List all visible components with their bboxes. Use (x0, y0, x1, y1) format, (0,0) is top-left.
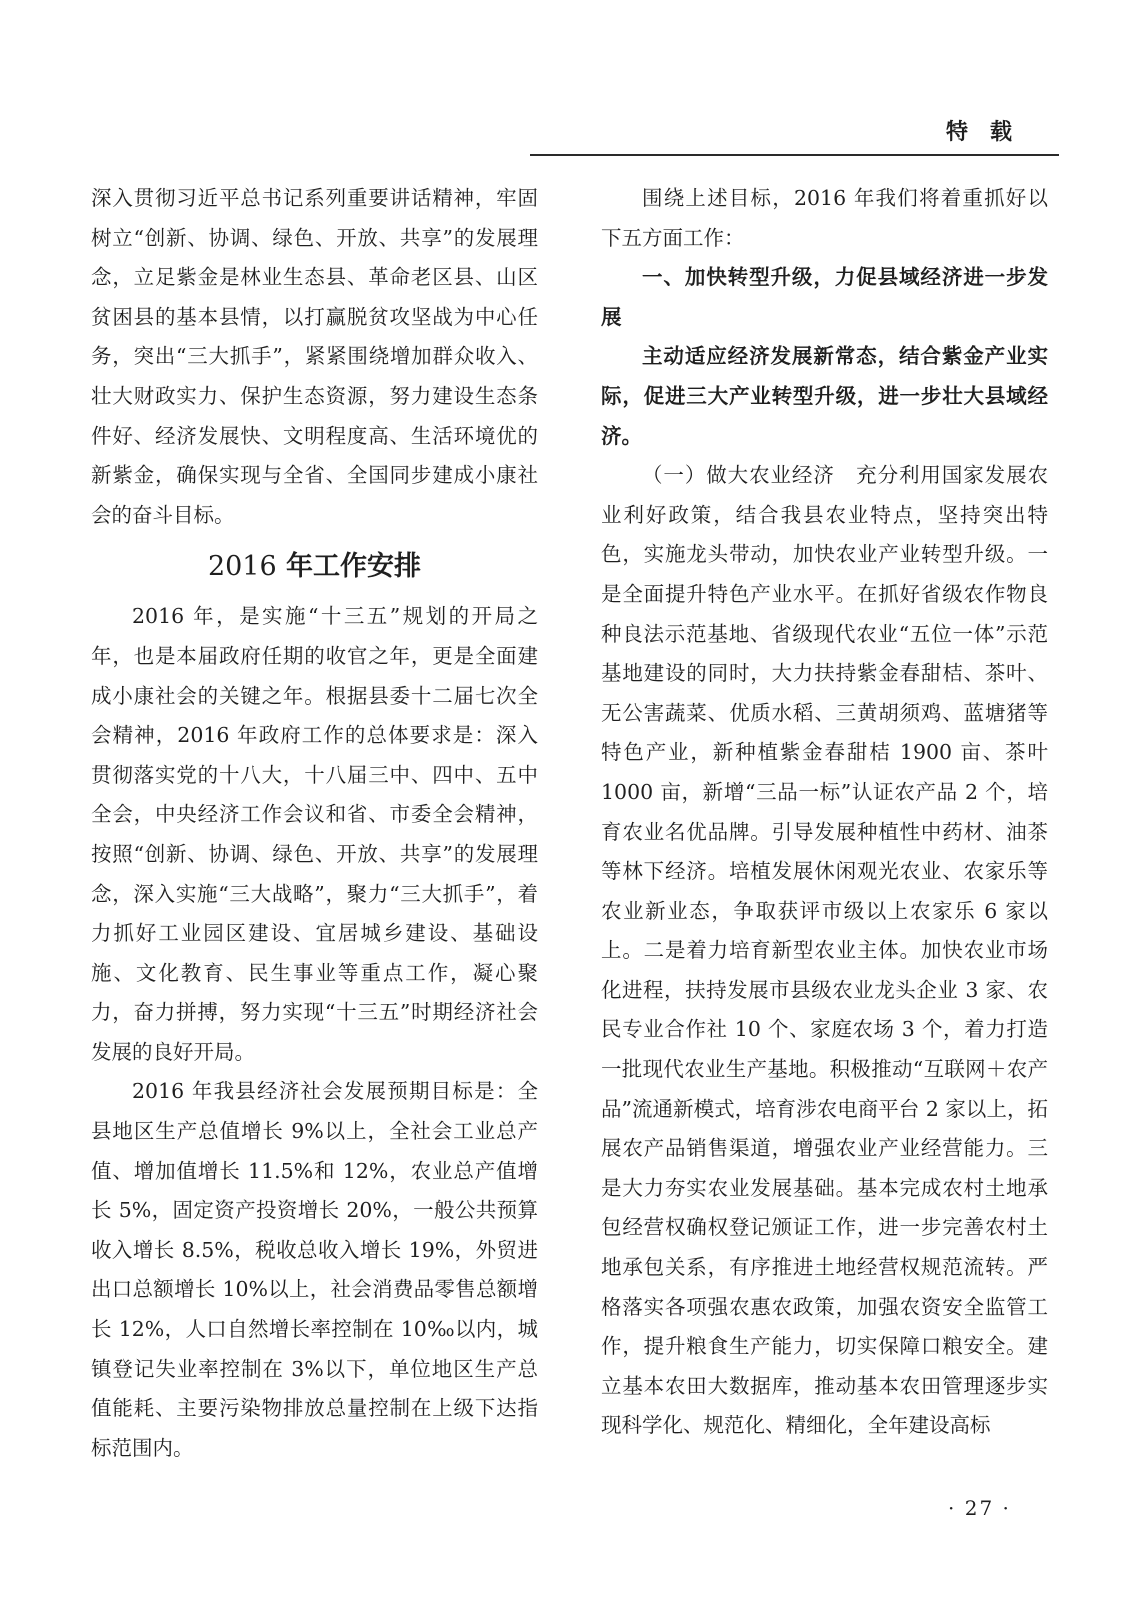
left-paragraph-overall-requirements: 2016 年，是实施“十三五”规划的开局之年，也是本届政府任期的收官之年，更是全面建成小康社会的关键之年。根据县委十二届七次全会精神，2016 年政府工作的总体要求是：深入贯彻落实党的十八大，十八届三中、四中、五中全会，中央经济工作会议和省、市委全会精神，按照“创新、协调、绿色、开放、共享”的发展理念，深入实施“三大战略”，聚力“三大抓手”，着力抓好工业园区建设、宜居城乡建设、基础设施、文化教育、民生事业等重点工作，凝心聚力，奋力拼搏，努力实现“十三五”时期经济社会发展的良好开局。 (91, 604, 538, 1064)
section-heading (91, 547, 538, 587)
right-heading-first-task-summary: 主动适应经济发展新常态，结合紫金产业实际，促进三大产业转型升级，进一步壮大县域经济。 (601, 344, 1048, 448)
section-heading-text: 年工作安排 (276, 551, 422, 583)
left-paragraph-continued: 深入贯彻习近平总书记系列重要讲话精神，牢固树立“创新、协调、绿色、开放、共享”的发展理念，立足紫金是林业生态县、革命老区县、山区贫困县的基本县情，以打赢脱贫攻坚战为中心任务，突出“三大抓手”，紧紧围绕增加群众收入、壮大财政实力、保护生态资源，努力建设生态条件好、经济发展快、文明程度高、生活环境优的新紫金，确保实现与全省、全国同步建成小康社会的奋斗目标。 (91, 186, 538, 527)
left-paragraph-targets: 2016 年我县经济社会发展预期目标是：全县地区生产总值增长 9%以上，全社会工业总产值、增加值增长 11.5%和 12%，农业总产值增长 5%，固定资产投资增长 20%，一般公共预算收入增长 8.5%，税收总收入增长 19%，外贸进出口总额增长 10%以上，社会消费品零售总额增长 12%，人口自然增长率控制在 10‰以内，城镇登记失业率控制在 3%以下，单位地区生产总值能耗、主要污染物排放总量控制在上级下达指标范围内。 (91, 1079, 538, 1460)
header-rule (530, 154, 1059, 156)
right-column (601, 179, 1048, 1446)
right-paragraph-intro: 围绕上述目标，2016 年我们将着重抓好以下五方面工作： (601, 186, 1048, 250)
section-heading-year: 2016 (207, 551, 277, 583)
right-paragraph-agriculture: （一）做大农业经济 充分利用国家发展农业利好政策，结合我县农业特点，坚持突出特色，实施龙头带动，加快农业产业转型升级。一是全面提升特色产业水平。在抓好省级农作物良种良法示范基地、省级现代农业“五位一体”示范基地建设的同时，大力扶持紫金春甜桔、茶叶、无公害蔬菜、优质水稻、三黄胡须鸡、蓝塘猪等特色产业，新种植紫金春甜桔 1900 亩、茶叶 1000 亩，新增“三品一标”认证农产品 2 个，培育农业名优品牌。引导发展种植性中药材、油茶等林下经济。培植发展休闲观光农业、农家乐等农业新业态，争取获评市级以上农家乐 6 家以上。二是着力培育新型农业主体。加快农业市场化进程，扶持发展市县级农业龙头企业 3 家、农民专业合作社 10 个、家庭农场 3 个，着力打造一批现代农业生产基地。积极推动“互联网＋农产品”流通新模式，培育涉农电商平台 2 家以上，拓展农产品销售渠道，增强农业产业经营能力。三是大力夯实农业发展基础。基本完成农村土地承包经营权确权登记颁证工作，进一步完善农村土地承包关系，有序推进土地经营权规范流转。严格落实各项强农惠农政策，加强农资安全监管工作，提升粮食生产能力，切实保障口粮安全。建立基本农田大数据库，推动基本农田管理逐步实现科学化、规范化、精细化，全年建设高标 (601, 463, 1048, 1438)
page-number: · 27 · (948, 1496, 1011, 1520)
running-header-section-label: 特载 (946, 120, 1035, 145)
right-heading-first-task: 一、加快转型升级，力促县域经济进一步发展 (601, 265, 1048, 329)
left-column (91, 179, 538, 1468)
